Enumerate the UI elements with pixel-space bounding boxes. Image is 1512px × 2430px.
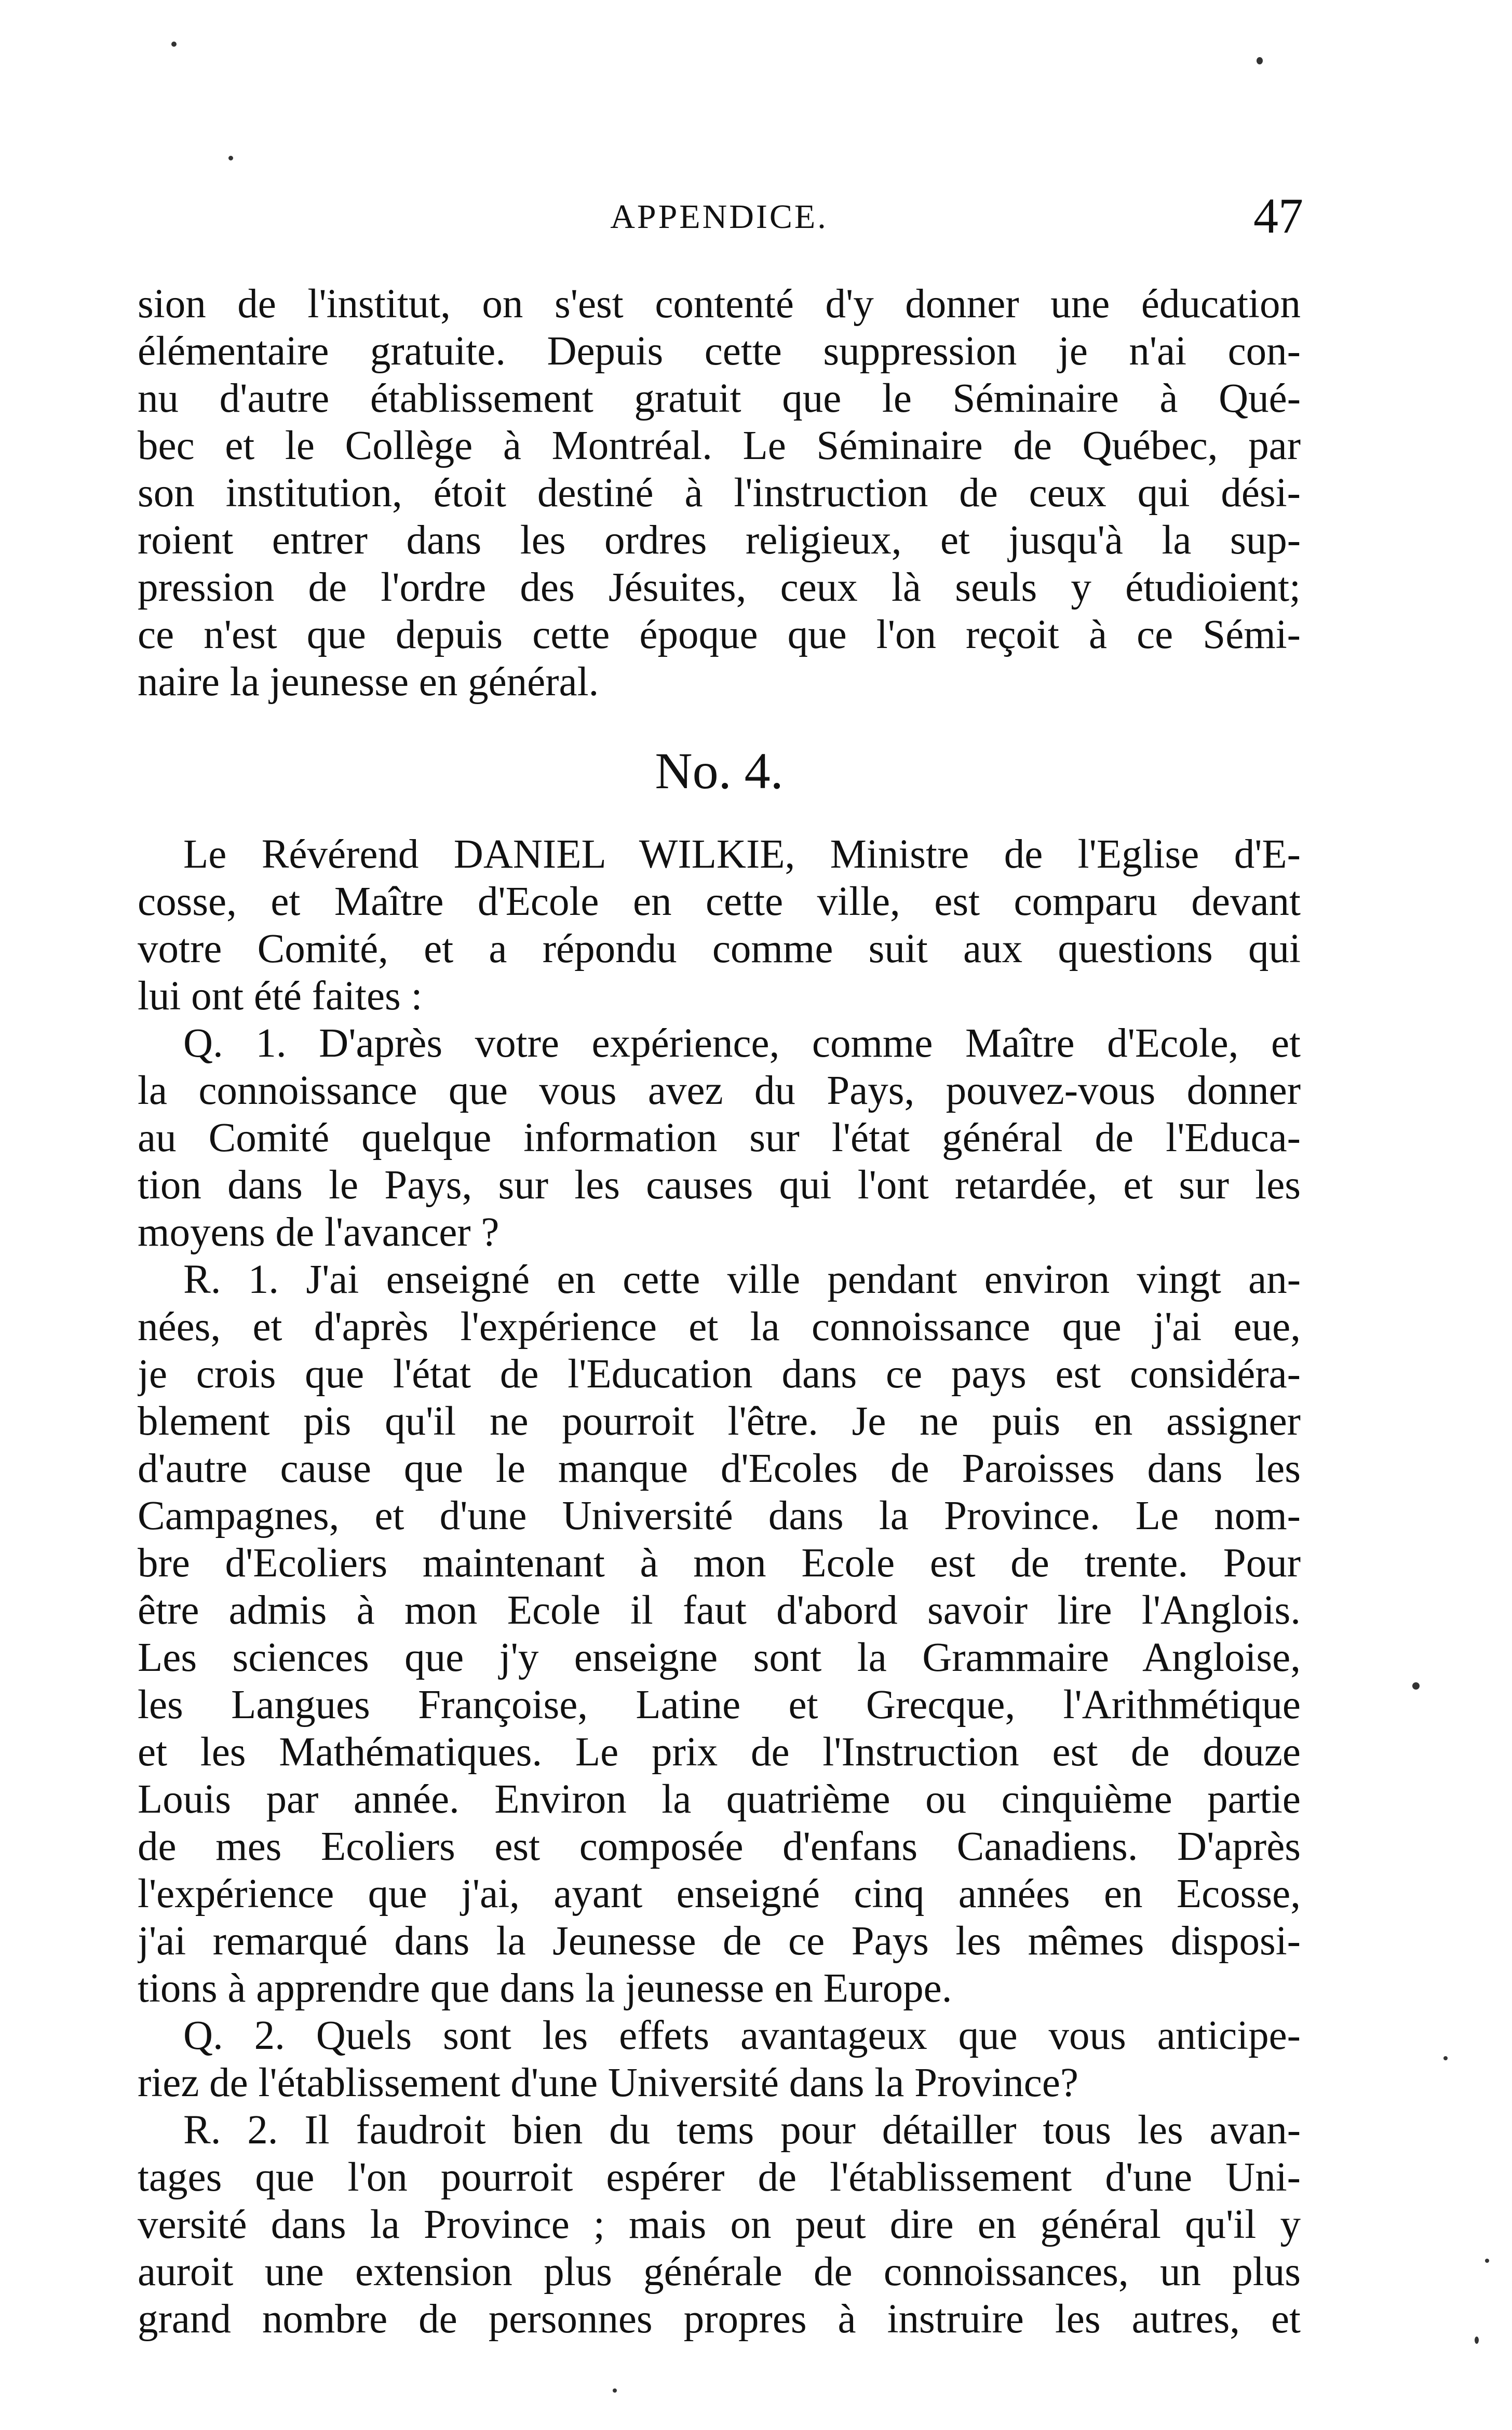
text-line: tages que l'on pourroit espérer de l'établissement d'une Uni- <box>138 2155 1301 2200</box>
text-line: ce n'est que depuis cette époque que l'on reçoit à ce Sémi- <box>138 612 1301 657</box>
text-line: tions à apprendre que dans la jeunesse en Europe. <box>138 1966 952 2011</box>
text-line: bre d'Ecoliers maintenant à mon Ecole est de trente. Pour <box>138 1541 1301 1586</box>
question-line: Q. 2. Quels sont les effets avantageux que vous anticipe- <box>183 2013 1301 2058</box>
text-line: Les sciences que j'y enseigne sont la Grammaire Angloise, <box>138 1635 1301 1680</box>
text-line: les Langues Françoise, Latine et Grecque, l'Arithmétique <box>138 1682 1301 1727</box>
text-line: sion de l'institut, on s'est contenté d'y donner une éducation <box>138 281 1301 327</box>
text-line: nu d'autre établissement gratuit que le Séminaire à Qué- <box>138 376 1301 421</box>
text-line: versité dans la Province ; mais on peut dire en général qu'il y <box>138 2202 1301 2247</box>
text-line: tion dans le Pays, sur les causes qui l'ont retardée, et sur les <box>138 1163 1301 1208</box>
print-speck <box>613 2388 617 2393</box>
text-line: riez de l'établissement d'une Université dans la Province? <box>138 2060 1078 2105</box>
section-heading: No. 4. <box>655 742 784 800</box>
text-line: de mes Ecoliers est composée d'enfans Canadiens. D'après <box>138 1824 1301 1869</box>
text-line: je crois que l'état de l'Education dans ce pays est considéra- <box>138 1352 1301 1397</box>
print-speck <box>1443 2056 1448 2060</box>
text-line: bec et le Collège à Montréal. Le Séminaire de Québec, par <box>138 423 1301 468</box>
print-speck <box>228 156 233 160</box>
text-line: cosse, et Maître d'Ecole en cette ville, est comparu devant <box>138 879 1301 924</box>
text-line: Campagnes, et d'une Université dans la Province. Le nom- <box>138 1493 1301 1538</box>
text-line: nées, et d'après l'expérience et la connoissance que j'ai eue, <box>138 1304 1301 1349</box>
print-speck <box>1257 57 1263 64</box>
question-line: Q. 1. D'après votre expérience, comme Maître d'Ecole, et <box>183 1021 1301 1066</box>
testimony-body <box>138 831 1301 2343</box>
text-line: d'autre cause que le manque d'Ecoles de Paroisses dans les <box>138 1446 1301 1491</box>
text-line: au Comité quelque information sur l'état général de l'Educa- <box>138 1115 1301 1160</box>
text-line: blement pis qu'il ne pourroit l'être. Je ne puis en assigner <box>138 1399 1301 1444</box>
answer-line: R. 2. Il faudroit bien du tems pour détailler tous les avan- <box>183 2108 1301 2153</box>
print-speck <box>1475 2337 1479 2344</box>
text-line: pression de l'ordre des Jésuites, ceux là seuls y étudioient; <box>138 565 1301 610</box>
text-line: auroit une extension plus générale de connoissances, un plus <box>138 2249 1301 2294</box>
text-line: élémentaire gratuite. Depuis cette suppression je n'ai con- <box>138 329 1301 374</box>
text-line: la connoissance que vous avez du Pays, pouvez-vous donner <box>138 1068 1301 1113</box>
text-line: lui ont été faites : <box>138 974 423 1019</box>
text-line: moyens de l'avancer ? <box>138 1210 500 1255</box>
text-line: son institution, étoit destiné à l'instruction de ceux qui dési- <box>138 470 1301 516</box>
answer-line: R. 1. J'ai enseigné en cette ville pendant environ vingt an- <box>183 1257 1301 1302</box>
print-speck <box>1485 2259 1489 2263</box>
text-line: naire la jeunesse en général. <box>138 659 599 705</box>
text-line: et les Mathématiques. Le prix de l'Instruction est de douze <box>138 1730 1301 1775</box>
text-line: Le Révérend DANIEL WILKIE, Ministre de l'Eglise d'E- <box>183 832 1301 877</box>
page-number: 47 <box>1253 188 1303 244</box>
text-line: Louis par année. Environ la quatrième ou cinquième partie <box>138 1777 1301 1822</box>
text-line: grand nombre de personnes propres à instruire les autres, et <box>138 2297 1301 2342</box>
text-line: votre Comité, et a répondu comme suit aux questions qui <box>138 926 1301 971</box>
print-speck <box>171 42 177 47</box>
text-line: l'expérience que j'ai, ayant enseigné cinq années en Ecosse, <box>138 1871 1301 1916</box>
running-head <box>135 187 1303 244</box>
running-title: APPENDICE. <box>610 198 828 236</box>
print-speck <box>1412 1682 1420 1690</box>
text-line: roient entrer dans les ordres religieux, et jusqu'à la sup- <box>138 518 1301 563</box>
paragraph-continuation <box>138 280 1301 706</box>
text-line: j'ai remarqué dans la Jeunesse de ce Pays les mêmes disposi- <box>138 1919 1301 1964</box>
text-line: être admis à mon Ecole il faut d'abord savoir lire l'Anglois. <box>138 1588 1301 1633</box>
